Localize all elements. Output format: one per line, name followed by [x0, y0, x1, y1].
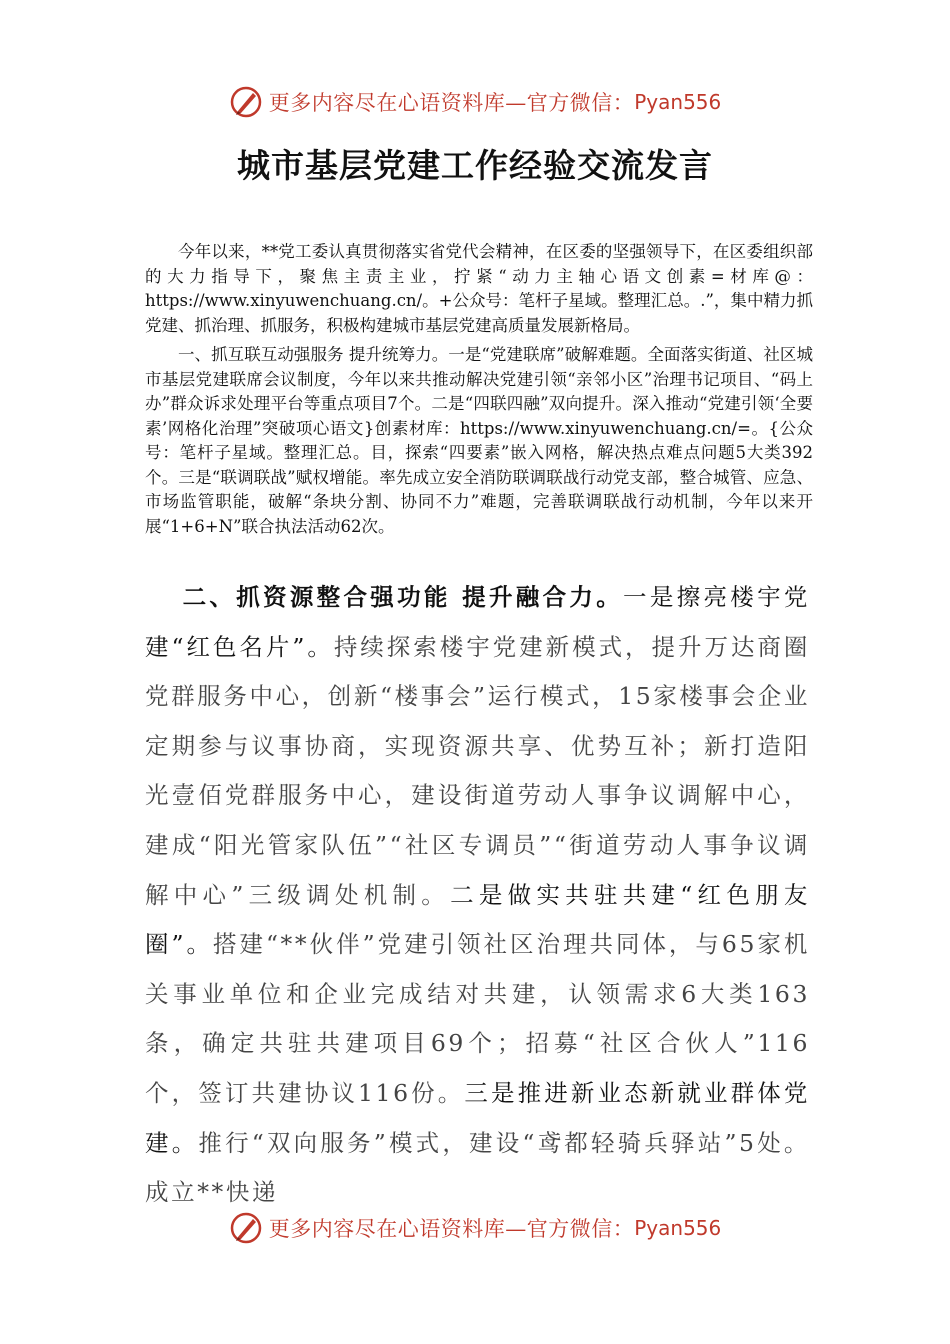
section1-block — [145, 343, 813, 539]
section2-text-3: 推行“双向服务”模式，建设“鸢都轻骑兵驿站”5处。成立**快递 — [145, 1128, 810, 1207]
section2-lead-3: 三是推进新业态新就业群体党建。 — [145, 1078, 810, 1157]
section2-lead-1: 一是擦亮楼宇党建“红色名片”。 — [145, 583, 811, 661]
page-title: 城市基层党建工作经验交流发言 — [237, 146, 713, 185]
banner-wechat-id: Pyan556 — [634, 90, 722, 114]
banner-text: 更多内容尽在心语资料库—官方微信： — [268, 91, 635, 115]
intro-paragraph: 今年以来，**党工委认真贯彻落实省党代会精神，在区委的坚强领导下，在区委组织部的大力指导下，聚焦主责主业，拧紧“动力主轴心语文创素=材库@：https://www.xinyuwenchuang.cn/。+公众号：笔杆子星域。整理汇总。.”，集中精力抓党建、抓治理、抓服务，积极构建城市基层党建高质量发展新格局。 — [145, 242, 813, 335]
intro-block — [145, 240, 813, 338]
header-banner — [0, 82, 950, 122]
section2-heading: 二、抓资源整合强功能 提升融合力。 — [182, 583, 624, 611]
banner-wechat-id: Pyan556 — [634, 1216, 722, 1240]
section1-paragraph: 一、抓互联互动强服务 提升统筹力。一是“党建联席”破解难题。全面落实街道、社区城市基层党建联席会议制度，今年以来共推动解决党建引领“亲邻小区”治理书记项目、“码上办”群众诉求处理平台等重点项目7个。二是“四联四融”双向提升。深入推动“党建引领‘全要素’网格化治理”突破项心语文}创素材库：https://www.xinyuwenchuang.cn/=。{公众号：笔杆子星域。整理汇总。目，探索“四要素”嵌入网格，解决热点难点问题5大类392个。三是“联调联战”赋权增能。率先成立安全消防联调联战行动党支部，整合城管、应急、市场监管职能，破解“条块分割、协同不力”难题，完善联调联战行动机制，今年以来开展“1+6+N”联合执法活动62次。 — [145, 345, 813, 536]
section2-lead-2: 二是做实共驻共建“红色朋友圈”。 — [145, 880, 810, 959]
pen-logo-icon — [229, 85, 263, 119]
footer-banner — [0, 1208, 950, 1248]
section2-text-1: 持续探索楼宇党建新模式，提升万达商圈党群服务中心，创新“楼事会”运行模式，15家楼事会企业定期参与议事协商，实现资源共享、优势互补；新打造阳光壹佰党群服务中心，建设街道劳动人事争议调解中心，建成“阳光管家队伍”“社区专调员”“街道劳动人事争议调解中心”三级调处机制。 — [145, 632, 810, 909]
section2-paragraph — [145, 573, 810, 1218]
banner-text: 更多内容尽在心语资料库—官方微信： — [268, 1217, 635, 1241]
section2-text-2: 搭建“**伙伴”党建引领社区治理共同体，与65家机关事业单位和企业完成结对共建，认领需求6大类163条，确定共驻共建项目69个；招募“社区合伙人”116个，签订共建协议116份。 — [145, 930, 810, 1107]
section2-block — [145, 573, 810, 1218]
pen-logo-icon — [229, 1211, 263, 1245]
